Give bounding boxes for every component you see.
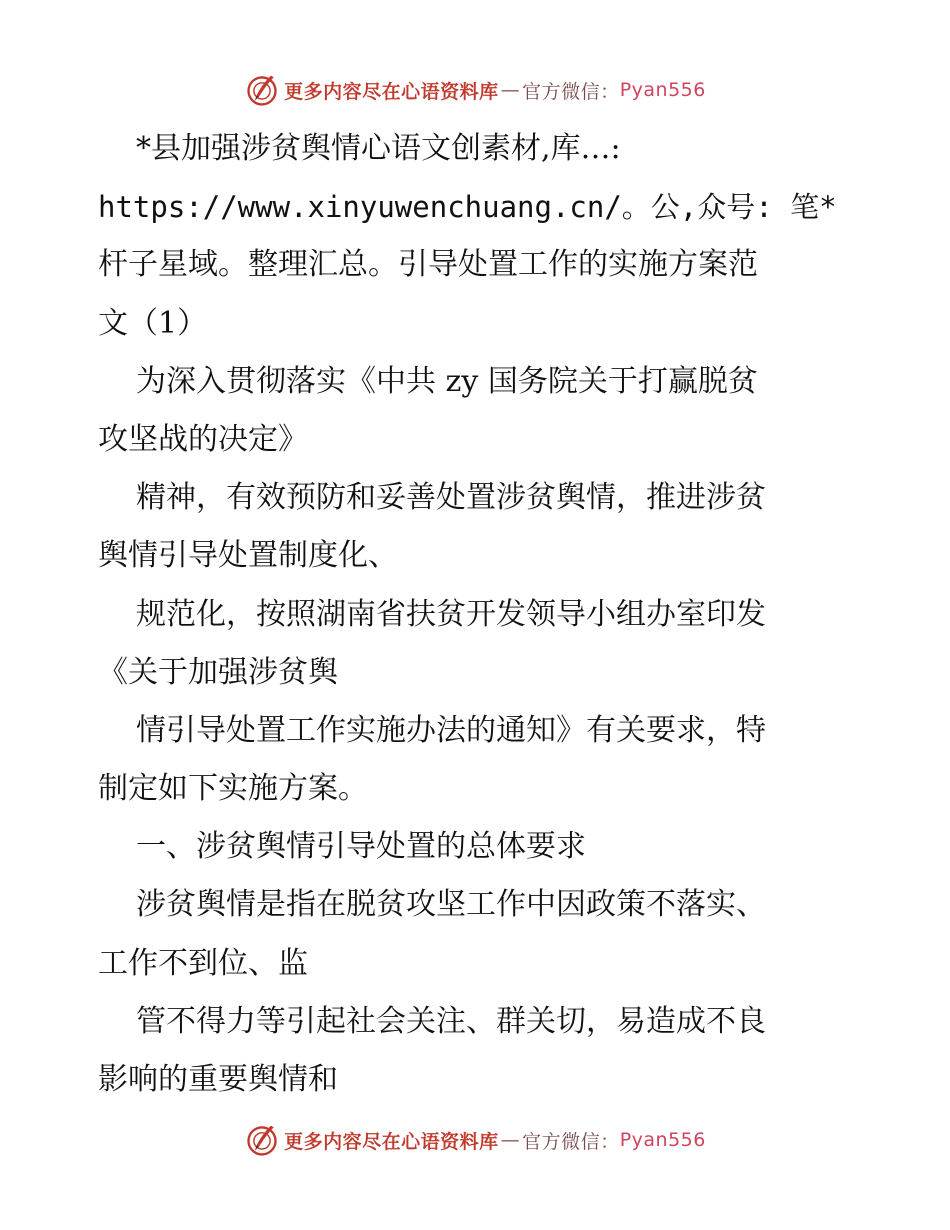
section-heading: 一、涉贫舆情引导处置的总体要求 [136, 829, 586, 865]
text-line: 规范化，按照湖南省扶贫开发领导小组办室印发 [136, 596, 766, 632]
header-watermark [0, 68, 950, 112]
watermark-separator: — [500, 79, 521, 101]
text-line: 管不得力等引起社会关注、群关切，易造成不良 [136, 1003, 766, 1039]
watermark-lead-text: 更多内容尽在心语资料库 [284, 1130, 499, 1153]
document-body [98, 120, 858, 1109]
footer-watermark [0, 1118, 950, 1162]
text-line: 杆子星域。整理汇总。引导处置工作的实施方案范 [98, 247, 758, 283]
text-line: 涉贫舆情是指在脱贫攻坚工作中因政策不落实、 [136, 887, 766, 923]
quill-pen-in-circle-icon [244, 72, 280, 108]
text-line: 《关于加强涉贫舆 [98, 654, 338, 690]
text-line: 为深入贯彻落实《中共 zy 国务院关于打赢脱贫 [136, 363, 758, 399]
watermark-wechat-label: 官方微信： [522, 1130, 620, 1153]
text-line-url: https://www.xinyuwenchuang.cn/。公,众号: 笔* [98, 190, 837, 225]
watermark-separator: — [500, 1129, 521, 1151]
text-line: 情引导处置工作实施办法的通知》有关要求，特 [136, 712, 766, 748]
text-line: 工作不到位、监 [98, 945, 308, 981]
text-line: 文（1） [98, 305, 208, 341]
watermark-wechat-id: Pyan556 [619, 1129, 706, 1151]
watermark-wechat-id: Pyan556 [619, 79, 706, 101]
text-line: 攻坚战的决定》 [98, 421, 308, 457]
text-line: 制定如下实施方案。 [98, 771, 368, 807]
text-line: *县加强涉贫舆情心语文创素材,库…: [136, 131, 621, 166]
watermark-lead-text: 更多内容尽在心语资料库 [284, 80, 499, 103]
text-line: 精神，有效预防和妥善处置涉贫舆情，推进涉贫 [136, 480, 766, 516]
text-line: 影响的重要舆情和 [98, 1062, 338, 1097]
quill-pen-in-circle-icon [244, 1122, 280, 1158]
watermark-wechat-label: 官方微信： [522, 80, 620, 103]
text-line: 舆情引导处置制度化、 [98, 538, 398, 574]
